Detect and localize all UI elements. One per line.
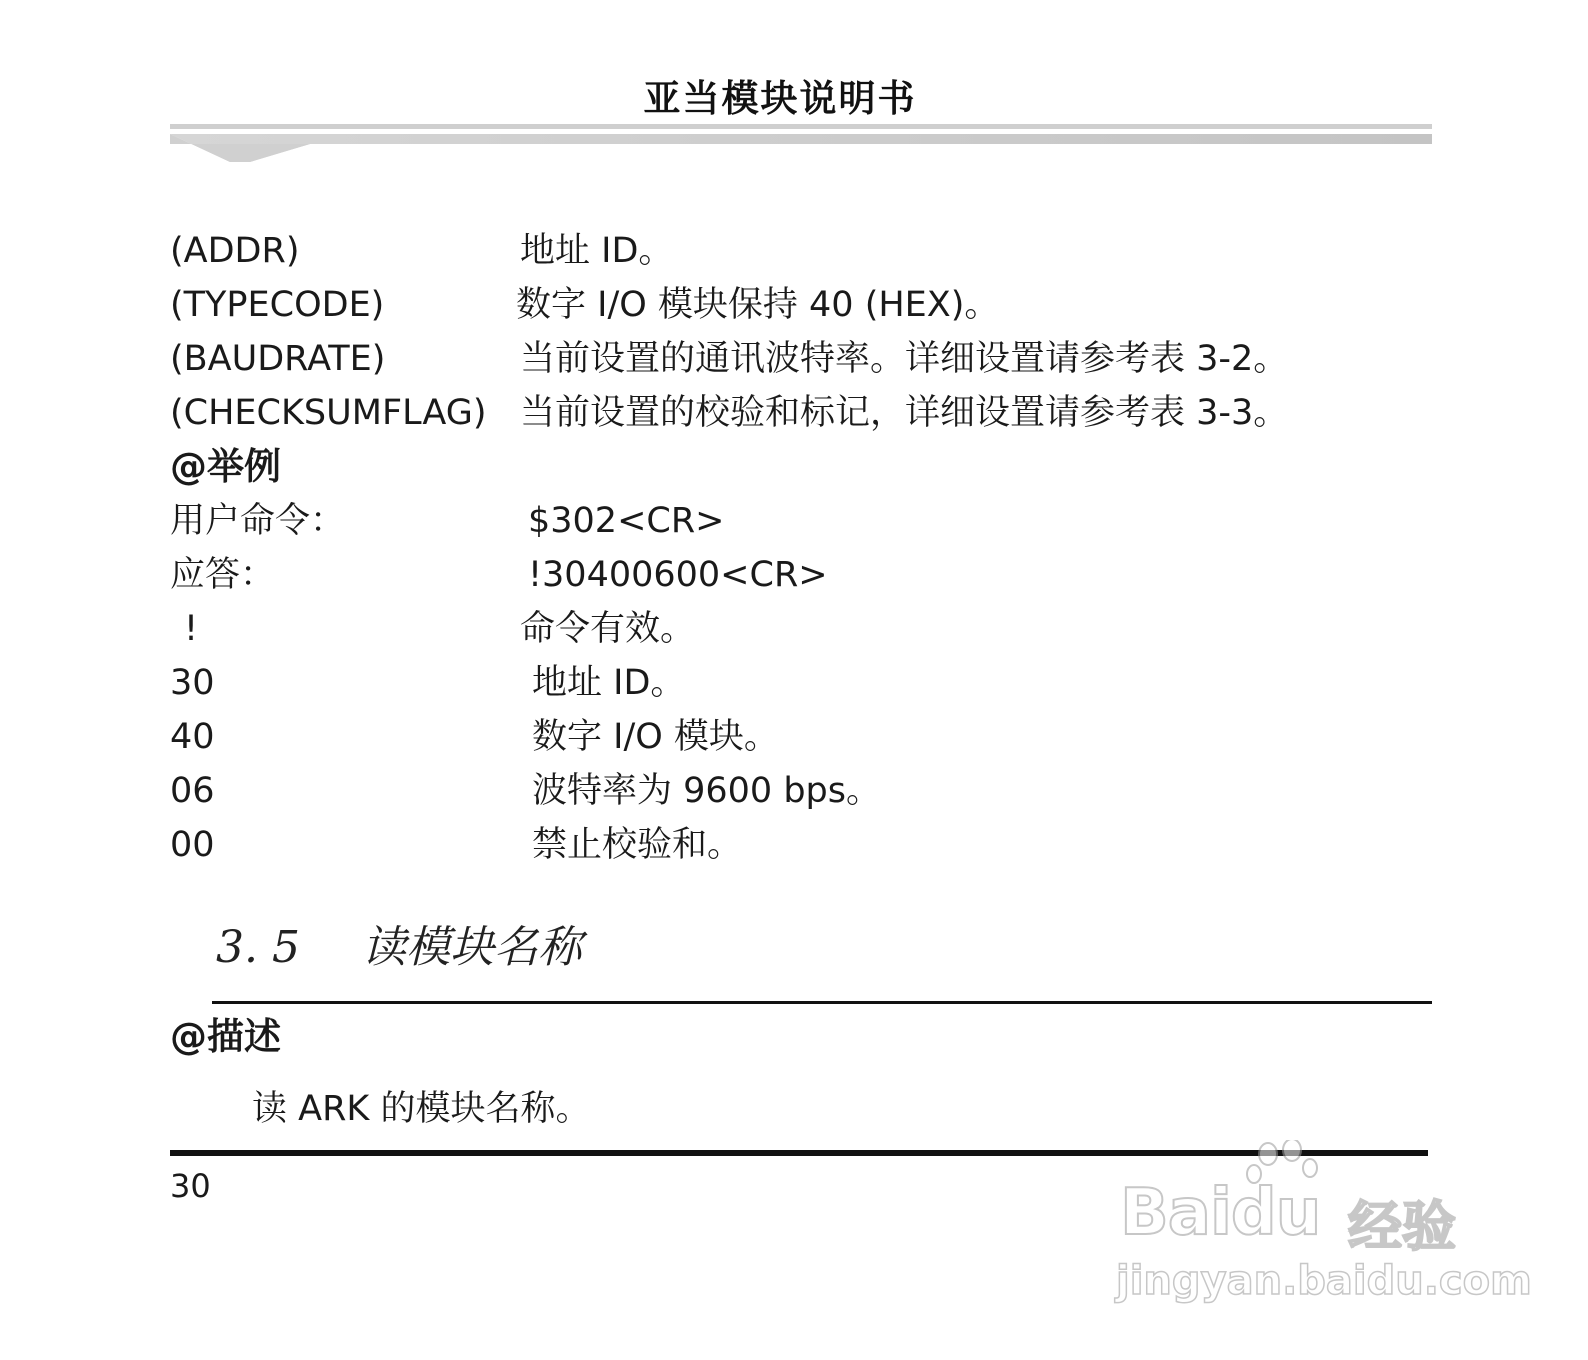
param-key: (TYPECODE) <box>170 285 385 325</box>
field-key: ! <box>184 609 199 649</box>
field-value: 命令有效。 <box>520 609 696 649</box>
description-label: @描述 <box>170 1015 281 1058</box>
param-key: (BAUDRATE) <box>170 339 386 379</box>
watermark-brand <box>1120 1176 1320 1250</box>
command-value: $302<CR> <box>528 501 725 541</box>
header-decorative-band <box>170 124 1432 168</box>
param-value: 数字 I/O 模块保持 40 (HEX)。 <box>516 285 1000 325</box>
watermark-brand-bai: Bai <box>1120 1176 1231 1250</box>
field-key: 06 <box>170 771 215 811</box>
example-label: @举例 <box>170 445 281 488</box>
section-divider <box>212 1001 1432 1004</box>
response-label: 应答： <box>170 555 276 595</box>
watermark-brand-du: du <box>1230 1176 1321 1250</box>
document-header-title: 亚当模块说明书 <box>643 77 917 120</box>
param-key: (ADDR) <box>170 231 300 271</box>
field-value: 禁止校验和。 <box>532 825 743 865</box>
field-value: 地址 ID。 <box>532 663 686 703</box>
param-key: (CHECKSUMFLAG) <box>170 393 487 433</box>
field-value: 波特率为 9600 bps。 <box>532 771 881 811</box>
param-value: 当前设置的通讯波特率。详细设置请参考表 3-2。 <box>520 339 1289 379</box>
section-heading <box>216 918 582 978</box>
description-text: 读 ARK 的模块名称。 <box>252 1089 591 1129</box>
param-value: 当前设置的校验和标记，详细设置请参考表 3-3。 <box>520 393 1289 433</box>
field-key: 30 <box>170 663 215 703</box>
response-value: !30400600<CR> <box>528 555 828 595</box>
watermark-url: jingyan.baidu.com <box>1116 1258 1532 1304</box>
field-key: 40 <box>170 717 215 757</box>
field-key: 00 <box>170 825 215 865</box>
field-value: 数字 I/O 模块。 <box>532 717 779 757</box>
section-number: 3. 5 <box>216 922 300 973</box>
command-label: 用户命令： <box>170 501 346 541</box>
page-number: 30 <box>170 1167 211 1205</box>
watermark-brand-cn: 经验 <box>1348 1195 1456 1258</box>
param-value: 地址 ID。 <box>520 231 674 271</box>
baidu-jingyan-watermark <box>1112 1140 1532 1320</box>
section-title: 读模块名称 <box>362 922 582 973</box>
